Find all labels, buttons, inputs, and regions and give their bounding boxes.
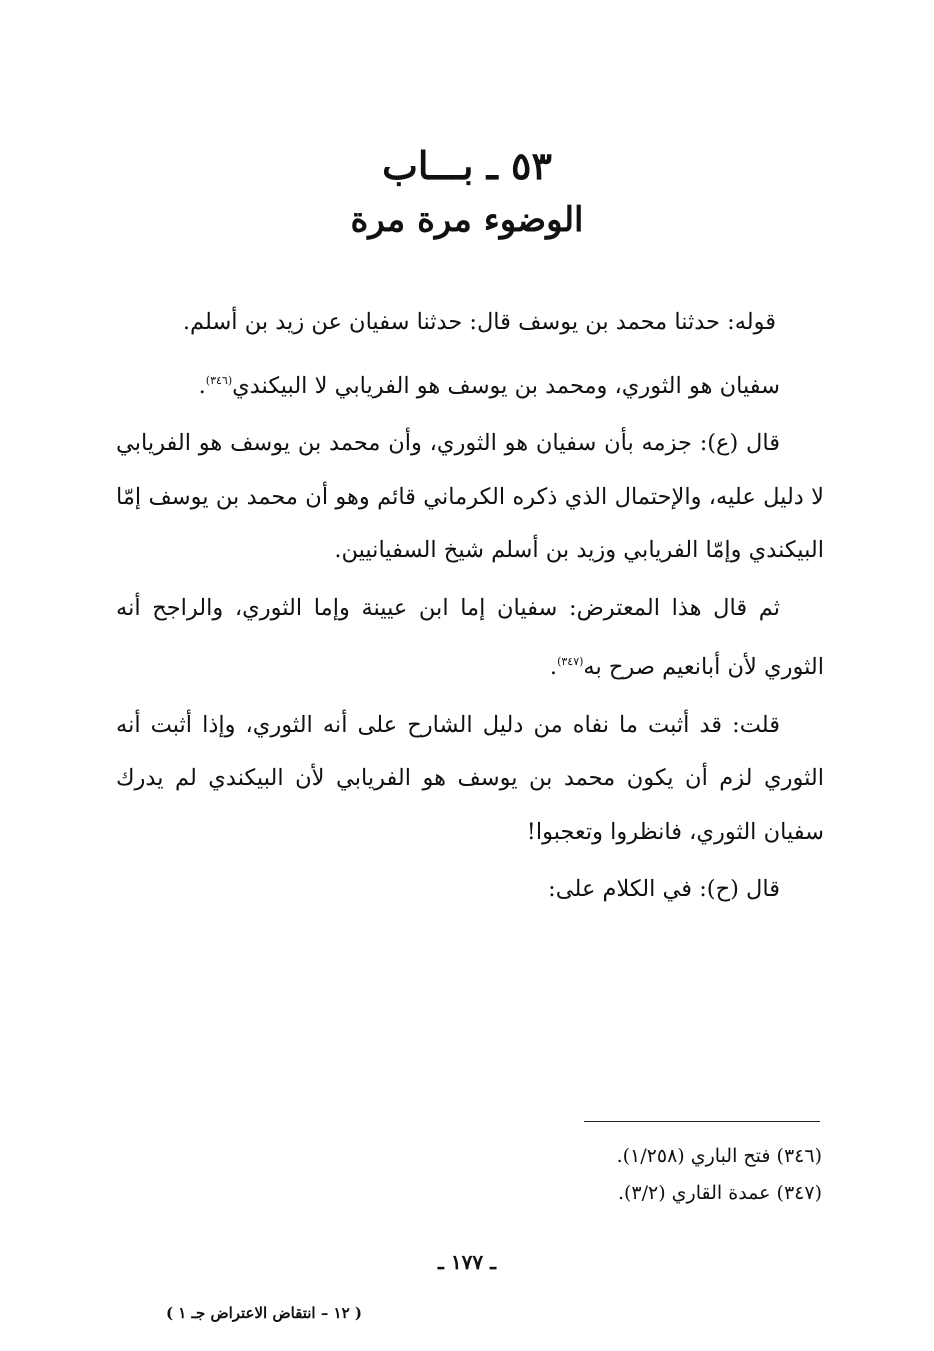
body-text [116, 296, 824, 921]
footnote-ref-346: (٣٤٦) [205, 373, 233, 387]
signature-mark: ( ١٢ – انتقاض الاعتراض جـ ١ ) [165, 1304, 362, 1322]
paragraph-3: قال (ع): جزمه بأن سفيان هو الثوري، وأن محمد بن يوسف هو الفريابي لا دليل عليه، والإحتمال الذي ذكره الكرماني قائم وهو أن محمد بن يوسف إمّا البيكندي وإمّا الفريابي وزيد بن أسلم شيخ السفيانيين. [116, 430, 824, 563]
paragraph-1: قوله: حدثنا محمد بن يوسف قال: حدثنا سفيان عن زيد بن أسلم. [182, 309, 776, 335]
paragraph-2-text: سفيان هو الثوري، ومحمد بن يوسف هو الفريابي لا البيكندي [232, 372, 780, 399]
paragraph-4-text: ثم قال هذا المعترض: سفيان إما ابن عيينة وإما الثوري، والراجح أنه الثوري لأن أبانعيم صرح به [116, 594, 824, 680]
footnote-347: (٣٤٧) عمدة القاري (٣/٢). [617, 1182, 822, 1204]
paragraph-4-end: . [549, 654, 558, 680]
footnotes [400, 1138, 822, 1212]
footnote-ref-347: (٣٤٧) [557, 655, 584, 668]
paragraph-2-end: . [198, 372, 206, 399]
paragraph-6: قال (ح): في الكلام على: [548, 876, 780, 902]
chapter-title: الوضوء مرة مرة [350, 200, 584, 240]
paragraph-2 [116, 354, 824, 414]
paragraph-4 [116, 582, 824, 695]
footnote-divider [584, 1121, 820, 1122]
chapter-number: ٥٣ ـ بـــاب [382, 143, 552, 188]
page-number: ـ ١٧٧ ـ [438, 1250, 496, 1274]
paragraph-5: قلت: قد أثبت ما نفاه من دليل الشارح على أنه الثوري، وإذا أثبت أنه الثوري لزم أن يكون محمد بن يوسف هو الفريابي لأن البيكندي لم يدرك سفيان الثوري، فانظروا وتعجبوا! [116, 711, 824, 845]
footnote-346: (٣٤٦) فتح الباري (١/٢٥٨). [616, 1145, 822, 1167]
